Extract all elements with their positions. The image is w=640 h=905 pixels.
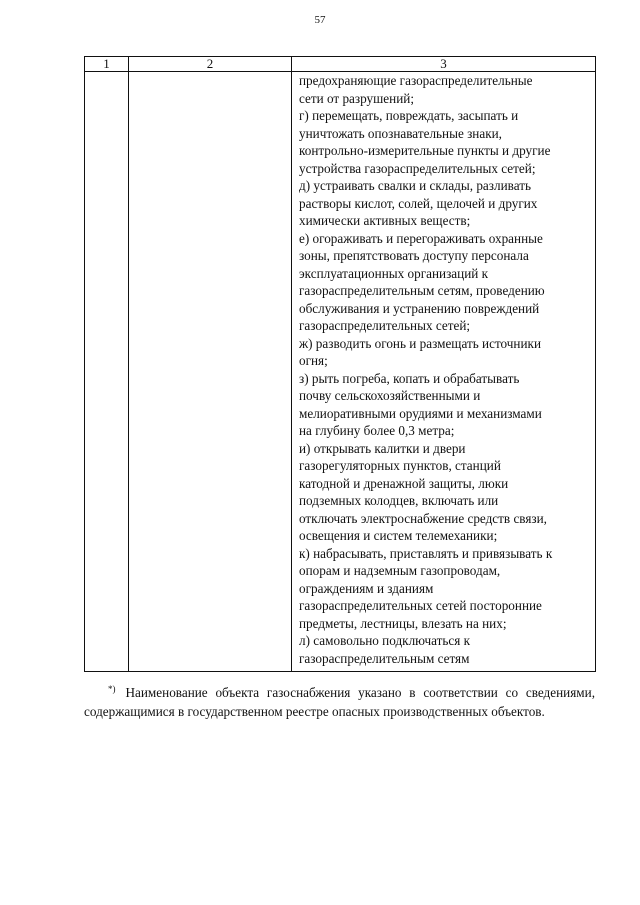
text-line: газораспределительным сетям, проведению xyxy=(299,283,545,298)
table-cell-col3 xyxy=(292,72,596,672)
restrictions-text xyxy=(292,72,595,671)
text-line: отключать электроснабжение средств связи, xyxy=(299,510,547,526)
text-line: подземных колодцев, включать или xyxy=(299,493,499,508)
text-line: газораспределительных сетей посторонние xyxy=(299,598,542,613)
text-line: г) перемещать, повреждать, засыпать и xyxy=(299,108,519,123)
footnote-paragraph xyxy=(84,683,595,721)
column-header-2: 2 xyxy=(129,57,292,72)
text-line: обслуживания и устранению повреждений xyxy=(299,300,540,316)
text-line: з) рыть погреба, копать и обрабатывать xyxy=(299,370,520,386)
text-line: опорам и надземным газопроводам, xyxy=(299,563,501,578)
footnote-marker: *) xyxy=(108,684,116,694)
text-line: д) устраивать свалки и склады, разливать xyxy=(299,178,531,193)
text-line: ж) разводить огонь и размещать источники xyxy=(299,335,542,351)
text-line: предохраняющие газораспределительные xyxy=(299,73,533,88)
text-line: мелиоративными орудиями и механизмами xyxy=(299,405,542,421)
text-line: контрольно-измерительные пункты и другие xyxy=(299,143,551,158)
text-line: химически активных веществ; xyxy=(299,213,471,228)
table-header-row xyxy=(85,57,596,72)
text-line: и) открывать калитки и двери xyxy=(299,440,466,456)
footnote-text: Наименование объекта газоснабжения указано в соответствии со сведениями, содержащимися в государственном реестре опасных производственных объектов. xyxy=(84,685,595,719)
text-line: освещения и систем телемеханики; xyxy=(299,528,498,543)
text-line: почву сельскохозяйственными и xyxy=(299,388,481,403)
text-line: л) самовольно подключаться к xyxy=(299,633,471,648)
table-cell-col2 xyxy=(129,72,292,672)
text-line: предметы, лестницы, влезать на них; xyxy=(299,615,507,631)
text-line: эксплуатационных организаций к xyxy=(299,265,489,281)
document-table xyxy=(84,56,596,672)
text-line: уничтожать опознавательные знаки, xyxy=(299,125,502,141)
text-line: сети от разрушений; xyxy=(299,90,414,106)
text-line: растворы кислот, солей, щелочей и других xyxy=(299,195,538,211)
text-line: зоны, препятствовать доступу персонала xyxy=(299,248,529,263)
text-line: огня; xyxy=(299,353,328,368)
footnote xyxy=(84,683,595,721)
page-number: 57 xyxy=(314,14,326,26)
table-cell-col1 xyxy=(85,72,129,672)
text-line: устройства газораспределительных сетей; xyxy=(299,160,536,176)
text-line: газораспределительных сетей; xyxy=(299,318,471,333)
column-header-1: 1 xyxy=(85,57,129,72)
text-line: е) огораживать и перегораживать охранные xyxy=(299,230,543,246)
text-line: ограждениям и зданиям xyxy=(299,580,434,596)
text-line: к) набрасывать, приставлять и привязывать к xyxy=(299,545,553,561)
text-line: на глубину более 0,3 метра; xyxy=(299,423,455,438)
column-header-3: 3 xyxy=(292,57,596,72)
text-line: газорегуляторных пунктов, станций xyxy=(299,458,501,473)
text-line: катодной и дренажной защиты, люки xyxy=(299,475,509,491)
table-row xyxy=(85,72,596,672)
text-line: газораспределительным сетям xyxy=(299,650,470,666)
